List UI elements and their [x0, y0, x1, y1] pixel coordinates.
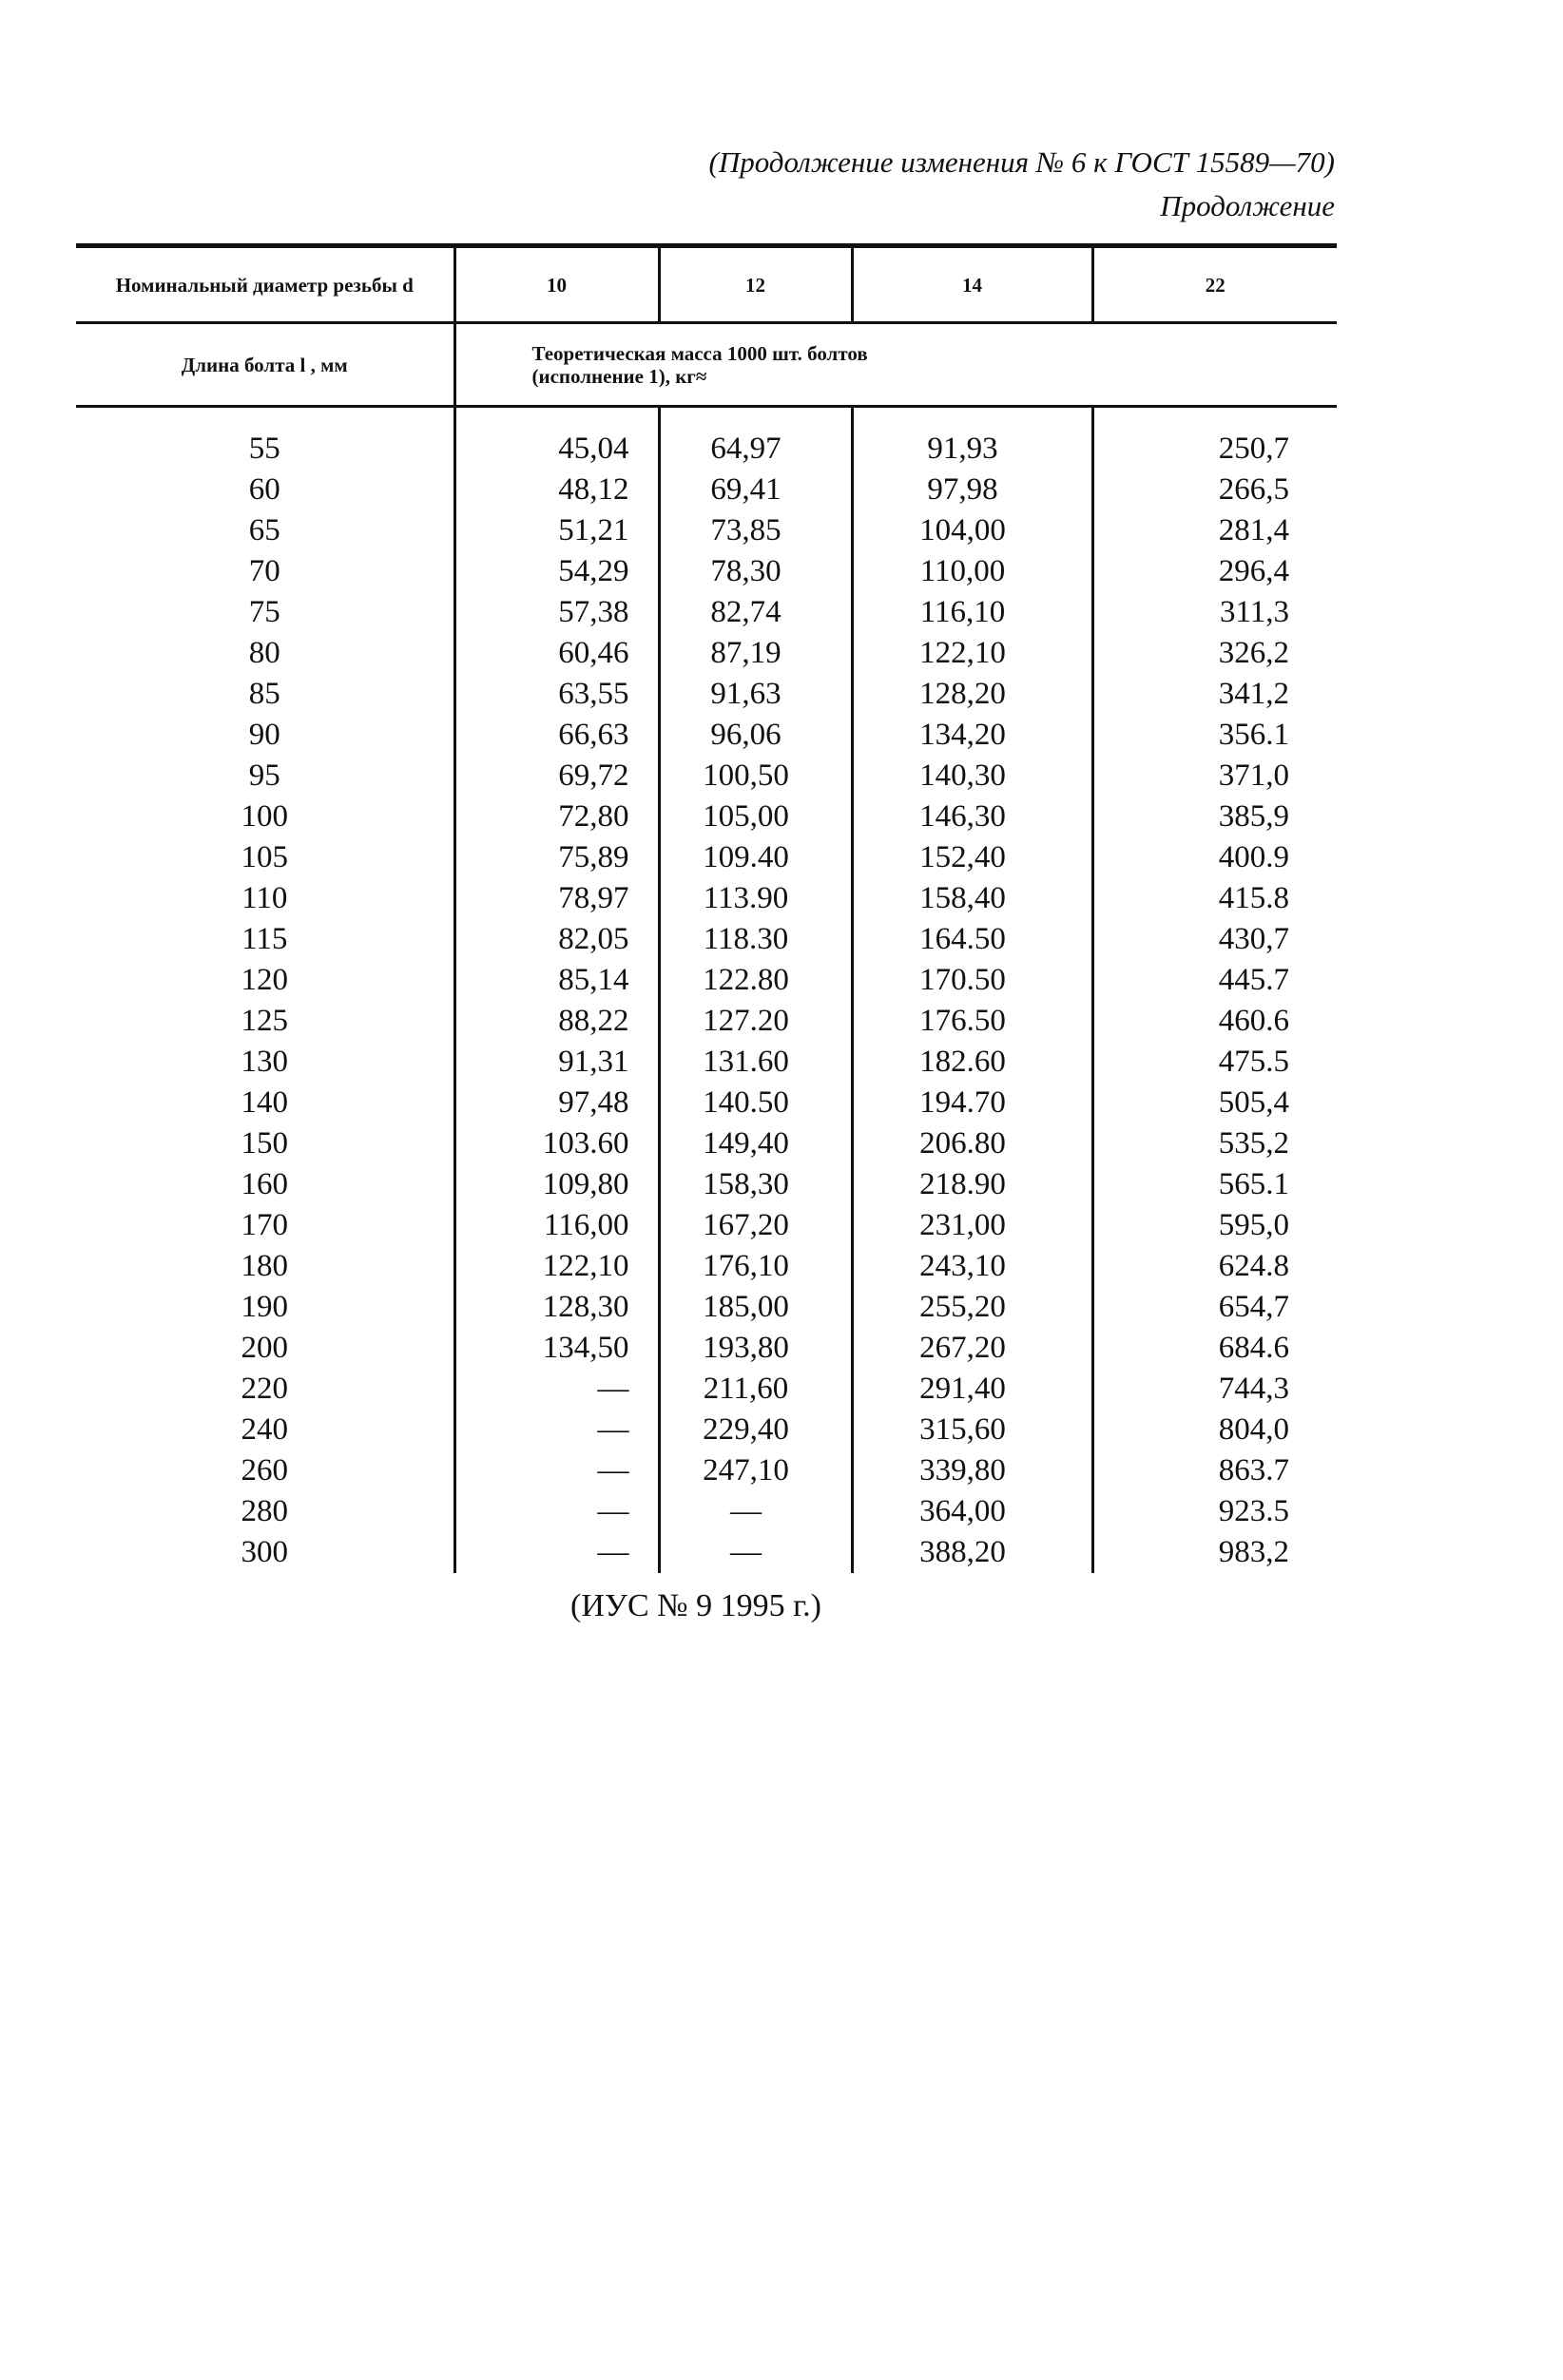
mass-d14-cell: 134,20 — [852, 715, 1092, 756]
mass-d12-cell: 167,20 — [659, 1205, 852, 1246]
thread-diameter-header: Номинальный диаметр резьбы d — [76, 246, 454, 323]
bolt-length-cell: 75 — [248, 595, 280, 629]
amendment-reference: (Продолжение изменения № 6 к ГОСТ 15589—70) — [708, 145, 1335, 179]
mass-d22-cell: 535,2 — [1092, 1123, 1337, 1164]
mass-d10-cell: 116,00 — [454, 1205, 659, 1246]
mass-d22-cell: 460.6 — [1092, 1001, 1337, 1042]
mass-d12-cell: 105,00 — [659, 797, 852, 837]
mass-d10-cell: 91,31 — [454, 1042, 659, 1083]
bolt-length-cell: 105 — [241, 840, 288, 874]
diameter-header-22: 22 — [1092, 246, 1337, 323]
mass-d12-cell: 113.90 — [659, 878, 852, 919]
bolt-length-cell: 115 — [241, 922, 288, 956]
mass-d22-cell: 923.5 — [1092, 1491, 1337, 1532]
bolt-length-cell: 80 — [248, 636, 280, 670]
mass-d22-cell: 595,0 — [1092, 1205, 1337, 1246]
diameter-header-12: 12 — [659, 246, 852, 323]
table-header-row-diameter — [76, 246, 1337, 323]
bolt-length-cell: 140 — [241, 1085, 288, 1120]
mass-d14-cell: 182.60 — [852, 1042, 1092, 1083]
table-row — [76, 1001, 1337, 1042]
theoretical-mass-header — [454, 323, 1337, 407]
mass-d10-cell: 66,63 — [454, 715, 659, 756]
mass-d22-cell: 684.6 — [1092, 1328, 1337, 1369]
table-header-row-length — [76, 323, 1337, 407]
mass-d10-cell: — — [454, 1450, 659, 1491]
mass-d22-cell: 326,2 — [1092, 633, 1337, 674]
mass-d10-cell: 72,80 — [454, 797, 659, 837]
mass-d22-cell: 983,2 — [1092, 1532, 1337, 1573]
bolt-length-cell: 220 — [241, 1372, 288, 1406]
mass-d22-cell: 281,4 — [1092, 510, 1337, 551]
mass-d10-cell: 75,89 — [454, 837, 659, 878]
mass-d10-cell: 103.60 — [454, 1123, 659, 1164]
bolt-length-cell: 190 — [241, 1290, 288, 1324]
table-row — [76, 960, 1337, 1001]
mass-d10-cell: 78,97 — [454, 878, 659, 919]
mass-d22-cell: 863.7 — [1092, 1450, 1337, 1491]
table-body — [76, 407, 1337, 1574]
mass-d12-cell: 127.20 — [659, 1001, 852, 1042]
table-row — [76, 1287, 1337, 1328]
mass-d22-cell: 445.7 — [1092, 960, 1337, 1001]
bolt-length-cell: 130 — [241, 1045, 288, 1079]
mass-d12-cell: 229,40 — [659, 1410, 852, 1450]
mass-d14-cell: 364,00 — [852, 1491, 1092, 1532]
bolt-length-cell: 150 — [241, 1126, 288, 1161]
table-row — [76, 674, 1337, 715]
mass-d22-cell: 804,0 — [1092, 1410, 1337, 1450]
mass-d22-cell: 385,9 — [1092, 797, 1337, 837]
mass-d22-cell: 744,3 — [1092, 1369, 1337, 1410]
mass-d14-cell: 315,60 — [852, 1410, 1092, 1450]
mass-d12-cell: 122.80 — [659, 960, 852, 1001]
mass-d14-cell: 206.80 — [852, 1123, 1092, 1164]
table-row — [76, 592, 1337, 633]
bolt-length-cell: 160 — [241, 1167, 288, 1201]
bolt-length-cell: 120 — [241, 963, 288, 997]
mass-d22-cell: 505,4 — [1092, 1083, 1337, 1123]
mass-d10-cell: 60,46 — [454, 633, 659, 674]
table-spacer-row — [76, 407, 1337, 430]
bolt-length-cell: 300 — [241, 1535, 288, 1569]
bolt-length-cell: 55 — [248, 432, 280, 466]
mass-d14-cell: 152,40 — [852, 837, 1092, 878]
mass-d22-cell: 341,2 — [1092, 674, 1337, 715]
mass-d22-cell: 266,5 — [1092, 470, 1337, 510]
table-row — [76, 1042, 1337, 1083]
bolt-length-cell: 170 — [241, 1208, 288, 1242]
table-row — [76, 1123, 1337, 1164]
bolt-length-cell: 100 — [241, 799, 288, 834]
mass-d12-cell: 78,30 — [659, 551, 852, 592]
table-row — [76, 1450, 1337, 1491]
mass-d12-cell: 131.60 — [659, 1042, 852, 1083]
table-row — [76, 429, 1337, 470]
mass-d22-cell: 250,7 — [1092, 429, 1337, 470]
table-row — [76, 1246, 1337, 1287]
mass-d10-cell: 109,80 — [454, 1164, 659, 1205]
mass-d10-cell: 85,14 — [454, 960, 659, 1001]
mass-d10-cell: 51,21 — [454, 510, 659, 551]
mass-d22-cell: 400.9 — [1092, 837, 1337, 878]
table-row — [76, 715, 1337, 756]
mass-d12-cell: 91,63 — [659, 674, 852, 715]
theoretical-mass-header-line2: (исполнение 1), кг≈ — [531, 364, 707, 388]
mass-d10-cell: 54,29 — [454, 551, 659, 592]
mass-d12-cell: 185,00 — [659, 1287, 852, 1328]
mass-d10-cell: 122,10 — [454, 1246, 659, 1287]
mass-d10-cell: 134,50 — [454, 1328, 659, 1369]
mass-d10-cell: — — [454, 1410, 659, 1450]
bolt-length-cell: 125 — [241, 1004, 288, 1038]
mass-d10-cell: 128,30 — [454, 1287, 659, 1328]
mass-d10-cell: 88,22 — [454, 1001, 659, 1042]
mass-d14-cell: 104,00 — [852, 510, 1092, 551]
table-row — [76, 1164, 1337, 1205]
diameter-header-14: 14 — [852, 246, 1092, 323]
table-row — [76, 1205, 1337, 1246]
mass-d22-cell: 415.8 — [1092, 878, 1337, 919]
diameter-header-10: 10 — [454, 246, 659, 323]
mass-d14-cell: 176.50 — [852, 1001, 1092, 1042]
mass-d14-cell: 243,10 — [852, 1246, 1092, 1287]
mass-d12-cell: 96,06 — [659, 715, 852, 756]
mass-d22-cell: 624.8 — [1092, 1246, 1337, 1287]
mass-d22-cell: 654,7 — [1092, 1287, 1337, 1328]
table-row — [76, 633, 1337, 674]
mass-d12-cell: — — [659, 1532, 852, 1573]
mass-d14-cell: 128,20 — [852, 674, 1092, 715]
mass-d14-cell: 122,10 — [852, 633, 1092, 674]
mass-d12-cell: 64,97 — [659, 429, 852, 470]
mass-d14-cell: 267,20 — [852, 1328, 1092, 1369]
mass-d14-cell: 339,80 — [852, 1450, 1092, 1491]
bolt-length-cell: 95 — [248, 758, 280, 793]
mass-d14-cell: 140,30 — [852, 756, 1092, 797]
mass-d22-cell: 371,0 — [1092, 756, 1337, 797]
bolt-length-cell: 240 — [241, 1412, 288, 1447]
table-row — [76, 510, 1337, 551]
mass-d14-cell: 146,30 — [852, 797, 1092, 837]
table-row — [76, 797, 1337, 837]
mass-d12-cell: 118.30 — [659, 919, 852, 960]
bolt-length-cell: 260 — [241, 1453, 288, 1488]
bolt-length-cell: 60 — [248, 472, 280, 507]
table-row — [76, 1491, 1337, 1532]
table-row — [76, 919, 1337, 960]
bolt-length-cell: 85 — [248, 677, 280, 711]
bolt-length-header: Длина болта l , мм — [76, 323, 454, 407]
page-header — [479, 141, 1335, 228]
mass-d14-cell: 255,20 — [852, 1287, 1092, 1328]
mass-d10-cell: 45,04 — [454, 429, 659, 470]
table-row — [76, 1410, 1337, 1450]
mass-d14-cell: 194.70 — [852, 1083, 1092, 1123]
mass-d12-cell: 87,19 — [659, 633, 852, 674]
mass-d10-cell: 57,38 — [454, 592, 659, 633]
table-row — [76, 837, 1337, 878]
mass-d12-cell: 140.50 — [659, 1083, 852, 1123]
mass-d14-cell: 116,10 — [852, 592, 1092, 633]
bolt-length-cell: 280 — [241, 1494, 288, 1528]
table-row — [76, 1369, 1337, 1410]
bolt-length-cell: 65 — [248, 513, 280, 547]
mass-d12-cell: 109.40 — [659, 837, 852, 878]
mass-d22-cell: 296,4 — [1092, 551, 1337, 592]
mass-d12-cell: 193,80 — [659, 1328, 852, 1369]
table-row — [76, 878, 1337, 919]
mass-d14-cell: 231,00 — [852, 1205, 1092, 1246]
mass-d14-cell: 291,40 — [852, 1369, 1092, 1410]
mass-d14-cell: 97,98 — [852, 470, 1092, 510]
mass-d10-cell: — — [454, 1491, 659, 1532]
mass-d14-cell: 164.50 — [852, 919, 1092, 960]
mass-d10-cell: — — [454, 1532, 659, 1573]
mass-d22-cell: 565.1 — [1092, 1164, 1337, 1205]
mass-d12-cell: 211,60 — [659, 1369, 852, 1410]
mass-d12-cell: 73,85 — [659, 510, 852, 551]
mass-d12-cell: 82,74 — [659, 592, 852, 633]
theoretical-mass-header-line1: Теоретическая масса 1000 шт. болтов — [531, 341, 868, 365]
mass-d22-cell: 475.5 — [1092, 1042, 1337, 1083]
bolt-length-cell: 200 — [241, 1331, 288, 1365]
continuation-label: Продолжение — [1160, 189, 1335, 222]
mass-d10-cell: 82,05 — [454, 919, 659, 960]
mass-d10-cell: 63,55 — [454, 674, 659, 715]
footnote-ius: (ИУС № 9 1995 г.) — [570, 1588, 821, 1623]
bolt-mass-table — [76, 243, 1337, 1573]
table-row — [76, 470, 1337, 510]
mass-d14-cell: 110,00 — [852, 551, 1092, 592]
mass-d12-cell: 69,41 — [659, 470, 852, 510]
bolt-length-cell: 110 — [241, 881, 288, 915]
table-row — [76, 1532, 1337, 1573]
table-row — [76, 551, 1337, 592]
mass-d14-cell: 91,93 — [852, 429, 1092, 470]
mass-d10-cell: 97,48 — [454, 1083, 659, 1123]
mass-d10-cell: 48,12 — [454, 470, 659, 510]
mass-d22-cell: 430,7 — [1092, 919, 1337, 960]
mass-d14-cell: 158,40 — [852, 878, 1092, 919]
mass-d22-cell: 356.1 — [1092, 715, 1337, 756]
mass-d22-cell: 311,3 — [1092, 592, 1337, 633]
mass-d10-cell: — — [454, 1369, 659, 1410]
bolt-length-cell: 90 — [248, 718, 280, 752]
bolt-length-cell: 180 — [241, 1249, 288, 1283]
mass-d12-cell: 176,10 — [659, 1246, 852, 1287]
mass-d12-cell: 100,50 — [659, 756, 852, 797]
table-row — [76, 1083, 1337, 1123]
mass-d12-cell: 149,40 — [659, 1123, 852, 1164]
table-row — [76, 1328, 1337, 1369]
mass-d12-cell: 158,30 — [659, 1164, 852, 1205]
mass-d14-cell: 218.90 — [852, 1164, 1092, 1205]
mass-d12-cell: 247,10 — [659, 1450, 852, 1491]
table-row — [76, 756, 1337, 797]
mass-d12-cell: — — [659, 1491, 852, 1532]
bolt-length-cell: 70 — [248, 554, 280, 588]
mass-d10-cell: 69,72 — [454, 756, 659, 797]
mass-d14-cell: 170.50 — [852, 960, 1092, 1001]
mass-d14-cell: 388,20 — [852, 1532, 1092, 1573]
